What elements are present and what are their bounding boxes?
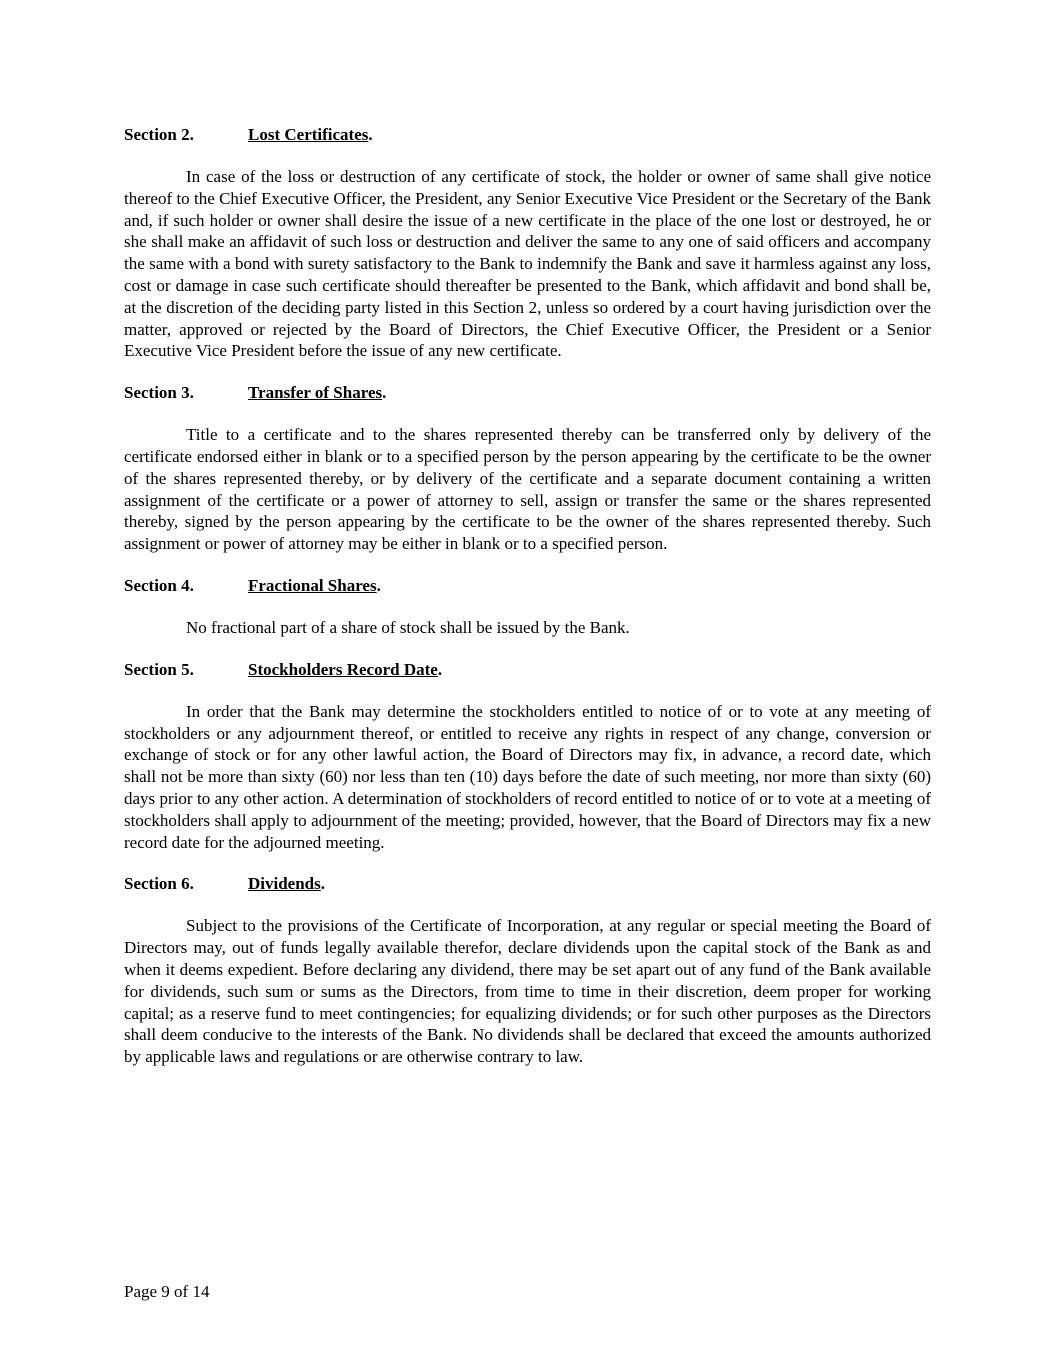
section-paragraph: No fractional part of a share of stock shall be issued by the Bank. [186, 617, 630, 637]
section-number: Section 3. [124, 383, 194, 403]
section-5 [124, 659, 931, 854]
section-title: Transfer of Shares [248, 383, 383, 403]
section-heading: Section 6. Dividends. [124, 874, 325, 894]
section-title: Lost Certificates [248, 125, 369, 144]
section-3 [124, 382, 931, 555]
section-number: Section 4. [124, 575, 194, 595]
section-number: Section 5. [124, 659, 194, 679]
section-title: Stockholders Record Date [248, 659, 438, 679]
section-paragraph: In order that the Bank may determine the stockholders entitled to notice of or to vote at any meeting of stockholders or any adjournment thereof, or entitled to receive any rights in respect of any change, conversion or exchange of stock or for any other lawful action, the Board of Directors may fix, in advance, a record date, which shall not be more than sixty (60) nor less than ten (10) days before the date of such meeting, nor more than sixty (60) days prior to any other action. A determination of stockholders of record entitled to notice of or to vote at a meeting of stockholders shall apply to adjournment of the meeting; provided, however, that the Board of Directors may fix a new record date for the adjourned meeting. [124, 701, 931, 852]
section-heading: Section 2. Lost Certificates. [124, 125, 373, 144]
section-paragraph: In case of the loss or destruction of any certificate of stock, the holder or owner of same shall give notice thereof to the Chief Executive Officer, the President, any Senior Executive Vice President or the Secretary of the Bank and, if such holder or owner shall desire the issue of a new certificate in the place of the one lost or destroyed, he or she shall make an affidavit of such loss or destruction and deliver the same to any one of said officers and accompany the same with a bond with surety satisfactory to the Bank to indemnify the Bank and save it harmless against any loss, cost or damage in case such certificate should thereafter be presented to the Bank, which affidavit and bond shall be, at the discretion of the deciding party listed in this Section 2, unless so ordered by a court having jurisdiction over the matter, approved or rejected by the Board of Directors, the Chief Executive Officer, the President or a Senior Executive Vice President before the issue of any new certificate. [124, 167, 931, 361]
section-heading: Section 3. Transfer of Shares. [124, 383, 387, 403]
section-title: Fractional Shares [248, 575, 377, 595]
document-page [124, 124, 931, 1088]
section-number: Section 6. [124, 874, 194, 894]
section-paragraph: Title to a certificate and to the shares represented thereby can be transferred only by delivery of the certificate endorsed either in blank or to a specified person by the person appearing by the certificate to be the owner of the shares represented thereby, or by delivery of the certificate and a separate document containing a written assignment of the certificate or a power of attorney to sell, assign or transfer the same or the shares represented thereby, signed by the person appearing by the certificate to be the owner of the shares represented thereby. Such assignment or power of attorney may be either in blank or to a specified person. [124, 425, 931, 554]
section-paragraph: Subject to the provisions of the Certificate of Incorporation, at any regular or special meeting the Board of Directors may, out of funds legally available therefor, declare dividends upon the capital stock of the Bank as and when it deems expedient. Before declaring any dividend, there may be set apart out of any fund of the Bank available for dividends, such sum or sums as the Directors, from time to time in their discretion, deem proper for working capital; as a reserve fund to meet contingencies; for equalizing dividends; or for such other purposes as the Directors shall deem conducive to the interests of the Bank. No dividends shall be declared that exceed the amounts authorized by applicable laws and regulations or are otherwise contrary to law. [124, 916, 931, 1067]
section-heading: Section 4. Fractional Shares. [124, 575, 381, 595]
section-2 [124, 124, 931, 362]
section-title: Dividends [248, 874, 321, 894]
section-number: Section 2. [124, 125, 194, 144]
section-4 [124, 575, 931, 639]
page-number-footer: Page 9 of 14 [124, 1282, 210, 1301]
section-6 [124, 873, 931, 1068]
section-heading: Section 5. Stockholders Record Date. [124, 659, 443, 679]
